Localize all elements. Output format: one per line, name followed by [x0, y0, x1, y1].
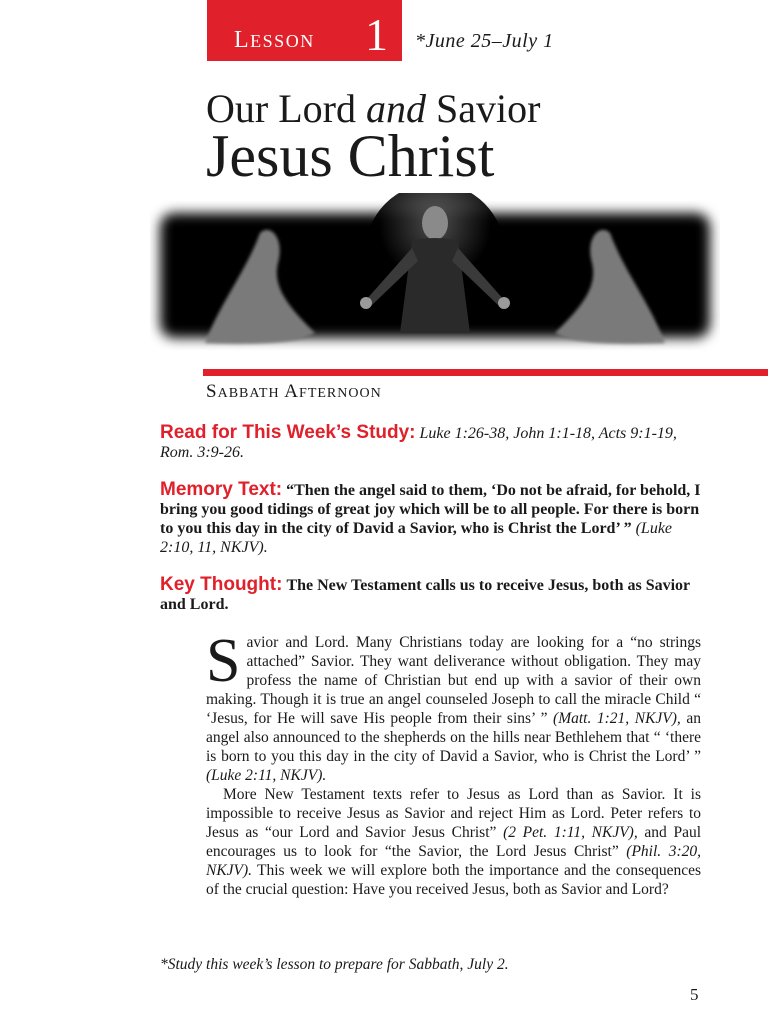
date-range: *June 25–July 1 — [415, 30, 554, 52]
body-text — [206, 627, 702, 899]
page-title: Jesus Christ — [206, 123, 495, 189]
memory-text — [160, 480, 701, 557]
title-line-1: Our Lord and Savior — [206, 86, 541, 131]
read-text: Luke 1:26-38, John 1:1-18, Acts 9:1-19, Rom. 3:9-26. — [160, 425, 677, 461]
drop-cap: S — [206, 627, 241, 695]
paragraph: More New Testament texts refer to Jesus as Lord than as Savior. It is impossible to receive Jesus as Savior and reject Him as Lord. Peter refers to Jesus as “our Lord and Savior Jesus Christ” (2 Pet. 1:11, NKJV), and Paul encourages us to look for “the Savior, the Lord Jesus Christ” (Phil. 3:20, NKJV). This week we will explore both the importance and the consequences of the crucial question: Have you received Jesus, both as Savior and Lord? — [206, 786, 702, 898]
hero-image — [150, 193, 720, 353]
memory-quote: “Then the angel said to them, ‘Do not be afraid, for behold, I bring you good tidings of great joy which will be to all people. For there is born to you this day in the city of David a Savior, who is Christ the Lord’ ” — [160, 482, 701, 537]
read-label: Read for This Week’s Study: — [160, 422, 416, 443]
page-number: 5 — [690, 985, 699, 1004]
paragraph: Savior and Lord. Many Christians today are looking for a “no strings attached” Savior. They want deliverance without obligation. They may profess the name of Christian but end up with a savior of their own making. Though it is true an angel counseled Joseph to call the miracle Child “ ‘Jesus, for He will save His people from their sins’ ” (Matt. 1:21, NKJV), an angel also announced to the shepherds on the hills near Bethlehem that “ ‘there is born to you this day in the city of David a Savior, who is Christ the Lord’ ” (Luke 2:11, NKJV). — [206, 627, 701, 784]
key-thought-text: The New Testament calls us to receive Jesus, both as Savior and Lord. — [160, 577, 690, 613]
reading-assignment — [160, 423, 701, 462]
lesson-number: 1 — [365, 9, 388, 60]
red-divider — [203, 369, 768, 376]
memory-label: Memory Text: — [160, 479, 283, 500]
key-thought-label: Key Thought: — [160, 574, 283, 595]
footnote: *Study this week’s lesson to prepare for Sabbath, July 2. — [160, 956, 509, 973]
memory-reference: (Luke 2:10, 11, NKJV). — [160, 520, 673, 556]
key-thought — [160, 575, 701, 614]
lesson-tab — [207, 0, 402, 61]
section-heading: SABBATH AFTERNOON — [206, 381, 382, 402]
lesson-label: LESSON — [234, 27, 315, 53]
